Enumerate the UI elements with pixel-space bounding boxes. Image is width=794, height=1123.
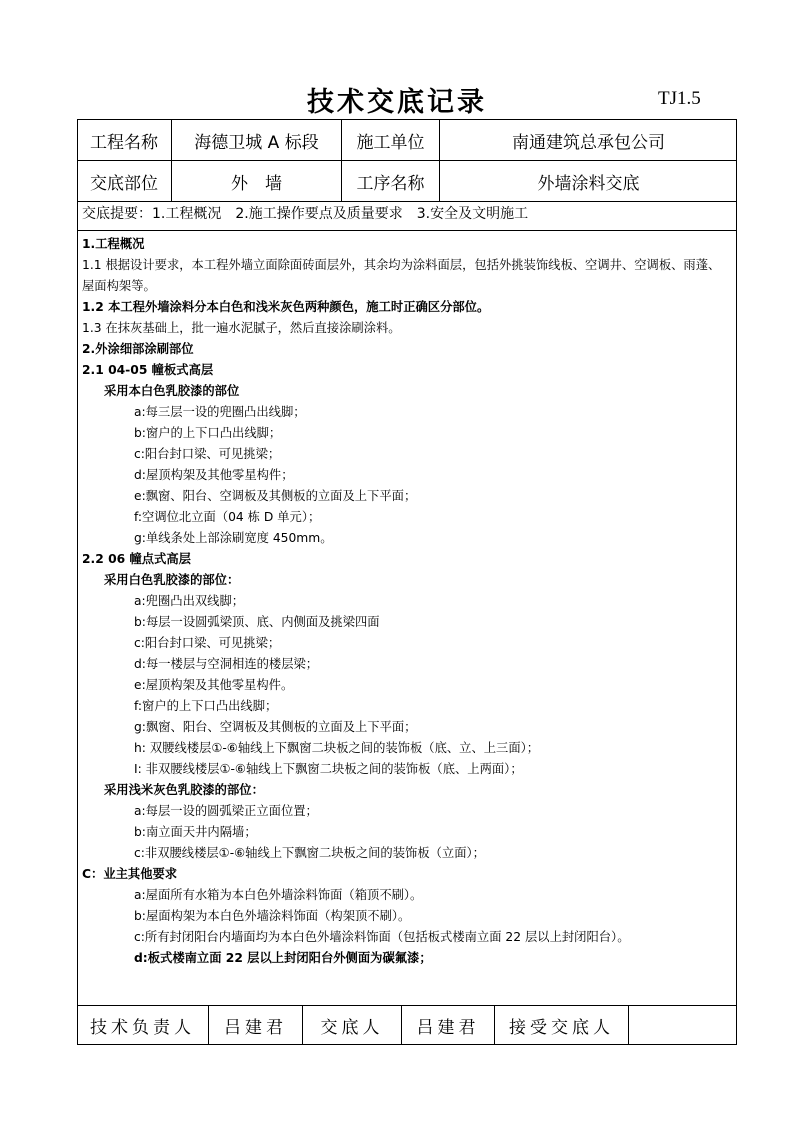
document-title: 技术交底记录 bbox=[307, 87, 487, 118]
content-line: e:屋顶构架及其他零星构件。 bbox=[134, 678, 294, 692]
content-line: c:阳台封口梁、可见挑梁； bbox=[134, 636, 281, 650]
content-line: 1.3 在抹灰基础上，批一遍水泥腻子，然后直接涂刷涂料。 bbox=[82, 321, 401, 335]
project-name-label: 工程名称 bbox=[90, 132, 158, 153]
construction-unit-label: 施工单位 bbox=[356, 132, 425, 153]
content-line: 采用本白色乳胶漆的部位 bbox=[104, 384, 240, 398]
disclosure-content bbox=[82, 234, 732, 969]
content-line: 2.1 04-05 幢板式高层 bbox=[82, 363, 214, 377]
process-name-label: 工序名称 bbox=[356, 173, 425, 194]
disclosure-summary: 交底提要：1.工程概况 2.施工操作要点及质量要求 3.安全及文明施工 bbox=[82, 206, 529, 222]
project-name-value: 海德卫城 A 标段 bbox=[194, 132, 319, 153]
construction-unit-value: 南通建筑总承包公司 bbox=[512, 132, 665, 153]
content-line: C：业主其他要求 bbox=[82, 867, 178, 881]
disclosure-part-label: 交底部位 bbox=[90, 173, 158, 194]
content-line: b:窗户的上下口凸出线脚； bbox=[134, 426, 282, 440]
content-line: g:飘窗、阳台、空调板及其侧板的立面及上下平面； bbox=[134, 720, 417, 734]
content-line: 采用白色乳胶漆的部位： bbox=[104, 573, 240, 587]
content-line: a:每三层一设的兜圈凸出线脚； bbox=[134, 405, 306, 419]
content-line: d:每一楼层与空洞相连的楼层梁； bbox=[134, 657, 319, 671]
content-line: I: 非双腰线楼层①-⑥轴线上下飘窗二块板之间的装饰板（底、上两面）； bbox=[134, 762, 523, 776]
row-divider bbox=[77, 201, 737, 202]
document-code: TJ1.5 bbox=[658, 88, 701, 109]
tech-lead-label: 技术负责人 bbox=[90, 1018, 195, 1038]
content-line: 2.2 06 幢点式高层 bbox=[82, 552, 191, 566]
content-line: d:板式楼南立面 22 层以上封闭阳台外侧面为碳氟漆； bbox=[134, 951, 432, 965]
content-line: a:屋面所有水箱为本白色外墙涂料饰面（箱顶不刷）。 bbox=[134, 888, 423, 902]
content-line: f:空调位北立面（04 栋 D 单元）； bbox=[134, 510, 321, 524]
content-line: c:非双腰线楼层①-⑥轴线上下飘窗二块板之间的装饰板（立面）； bbox=[134, 846, 485, 860]
content-line: b:南立面天井内隔墙； bbox=[134, 825, 257, 839]
content-line: 采用浅米灰色乳胶漆的部位： bbox=[104, 783, 264, 797]
discloser-value: 吕建君 bbox=[416, 1018, 480, 1038]
content-line: 1.1 根据设计要求，本工程外墙立面除面砖面层外，其余均为涂料面层，包括外挑装饰线板、空调井、空调板、雨蓬、屋面构架等。 bbox=[82, 258, 721, 293]
content-line: b:每层一设圆弧梁顶、底、内侧面及挑梁四面 bbox=[134, 615, 380, 629]
receiver-label: 接受交底人 bbox=[509, 1018, 614, 1038]
tech-lead-value: 吕建君 bbox=[224, 1018, 287, 1038]
content-line: h: 双腰线楼层①-⑥轴线上下飘窗二块板之间的装饰板（底、立、上三面）； bbox=[134, 741, 540, 755]
content-line: 1.2 本工程外墙涂料分本白色和浅米灰色两种颜色，施工时正确区分部位。 bbox=[82, 300, 490, 314]
content-line: g:单线条处上部涂刷宽度 450mm。 bbox=[134, 531, 333, 545]
content-line: e:飘窗、阳台、空调板及其侧板的立面及上下平面； bbox=[134, 489, 417, 503]
content-line: d:屋顶构架及其他零星构件； bbox=[134, 468, 294, 482]
content-line: a:兜圈凸出双线脚； bbox=[134, 594, 245, 608]
content-line: a:每层一设的圆弧梁正立面位置； bbox=[134, 804, 318, 818]
discloser-label: 交底人 bbox=[320, 1018, 384, 1038]
disclosure-part-value: 外 墙 bbox=[231, 173, 282, 194]
process-name-value: 外墙涂料交底 bbox=[537, 173, 640, 194]
receiver-value bbox=[629, 1006, 737, 1045]
content-line: f:窗户的上下口凸出线脚； bbox=[134, 699, 278, 713]
content-line: c:所有封闭阳台内墙面均为本白色外墙涂料饰面（包括板式楼南立面 22 层以上封闭阳台）。 bbox=[134, 930, 630, 944]
row-divider bbox=[77, 230, 737, 231]
content-line: 1.工程概况 bbox=[82, 237, 145, 251]
content-line: 2.外涂细部涂刷部位 bbox=[82, 342, 194, 356]
content-line: c:阳台封口梁、可见挑梁； bbox=[134, 447, 281, 461]
content-line: b:屋面构架为本白色外墙涂料饰面（构架顶不刷）。 bbox=[134, 909, 411, 923]
